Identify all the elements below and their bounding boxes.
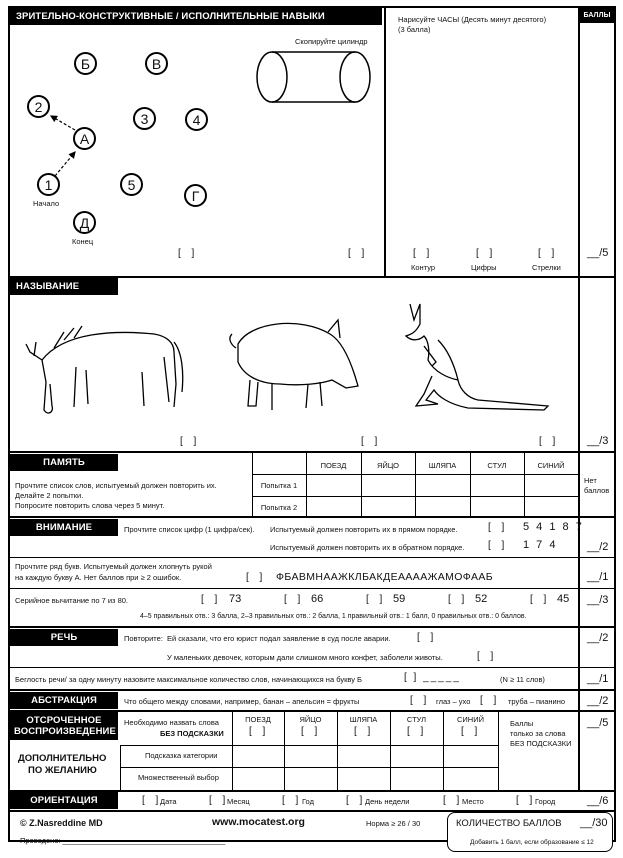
recall-header	[10, 712, 118, 740]
trail-score-box[interactable]: [ ]	[178, 248, 199, 259]
orientation-points: __/6	[587, 795, 609, 807]
serial-points: __/3	[587, 594, 609, 606]
letters-sequence: ФБАВМНААЖКЛБАКДЕААААЖАМОФААБ	[276, 571, 494, 583]
trail-start-label: Начало	[33, 199, 60, 208]
trail-node-d: Д	[73, 211, 96, 234]
recall-word-1: ПОЕЗД	[245, 715, 271, 724]
optional-label-2: ПО ЖЕЛАНИЮ	[28, 765, 97, 776]
cylinder-drawing	[252, 48, 377, 106]
trail-node-4: 4	[185, 108, 208, 131]
cylinder-label: Скопируйте цилиндр	[295, 37, 368, 46]
clock-instruction: Нарисуйте ЧАСЫ (Десять минут десятого)	[398, 15, 547, 24]
memory-no-points-2: баллов	[584, 486, 610, 495]
visuo-points: __/5	[587, 247, 609, 259]
letters-instruction-1: Прочтите ряд букв. Испытуемый должен хлопнуть рукой	[15, 562, 212, 571]
forward-box[interactable]: [ ]	[488, 522, 509, 533]
recall-note-3: БЕЗ ПОДСКАЗКИ	[510, 739, 572, 748]
memory-word-4: СТУЛ	[487, 461, 507, 470]
trail-node-1: 1	[37, 173, 60, 196]
divider	[252, 496, 578, 497]
serial-value-2: 66	[311, 593, 324, 605]
copyright: © Z.Nasreddine MD	[20, 818, 103, 828]
clock-contour-label: Контур	[411, 263, 436, 272]
fluency-points: __/1	[587, 673, 609, 685]
naming-kangaroo-box[interactable]: [ ]	[539, 436, 560, 447]
trail-node-g: Г	[184, 184, 207, 207]
memory-word-3: ШЛЯПА	[428, 461, 457, 470]
total-score-label: КОЛИЧЕСТВО БАЛЛОВ	[456, 818, 562, 829]
serial-value-4: 52	[475, 593, 488, 605]
serial-instruction: Серийное вычитание по 7 из 80.	[15, 596, 128, 605]
serial-box-2[interactable]: [ ]	[284, 594, 305, 605]
recall-word-3: ШЛЯПА	[349, 715, 378, 724]
fluency-instruction: Беглость речи/ за одну минуту назовите максимальное количество слов, начинающихся на букву Б	[15, 675, 362, 684]
kangaroo-drawing	[398, 300, 558, 415]
abstraction-instruction: Что общего между словами, например, банан – апельсин = фрукты	[124, 697, 360, 706]
donkey-drawing	[24, 312, 184, 422]
trail-end-label: Конец	[72, 237, 94, 246]
multiple-choice-label: Множественный выбор	[138, 773, 219, 782]
clock-numbers-box[interactable]: [ ]	[476, 248, 497, 259]
orientation-date: Дата	[160, 797, 177, 806]
total-score-points: __/30	[580, 817, 608, 829]
recall-word-2: ЯЙЦО	[299, 715, 322, 724]
memory-word-5: СИНИЙ	[537, 461, 565, 470]
divider	[8, 689, 616, 691]
orientation-place: Место	[462, 797, 484, 806]
memory-trial-2: Попытка 2	[260, 503, 298, 512]
naming-points: __/3	[587, 435, 609, 447]
serial-box-3[interactable]: [ ]	[366, 594, 387, 605]
orientation-box-date[interactable]: [ ]	[142, 795, 163, 806]
recall-note-2: только за слова	[510, 729, 566, 738]
abstraction-points: __/2	[587, 695, 609, 707]
education-note: Добавить 1 балл, если образование ≤ 12	[470, 839, 594, 846]
recall-points: __/5	[587, 717, 609, 729]
repeat-sentence-2: У маленьких девочек, которым дали слишком много конфет, заболели животы.	[167, 653, 443, 662]
naming-header: НАЗЫВАНИЕ	[10, 278, 118, 295]
letters-box[interactable]: [ ]	[246, 572, 267, 583]
memory-instruction-1: Прочтите список слов, испытуемый должен повторить их.	[15, 481, 217, 490]
recall-word-4: СТУЛ	[406, 715, 427, 724]
divider	[8, 557, 616, 558]
recall-header-line-1: ОТСРОЧЕННОЕ	[26, 715, 102, 726]
clock-contour-box[interactable]: [ ]	[413, 248, 434, 259]
repeat-sentence-1: Ей сказали, что его юрист подал заявление в суд после аварии.	[167, 634, 391, 643]
divider	[8, 516, 616, 518]
memory-word-2: ЯЙЦО	[376, 461, 400, 470]
recall-box-5[interactable]: [ ]	[461, 726, 482, 737]
orientation-box-month[interactable]: [ ]	[209, 795, 230, 806]
speech-header: РЕЧЬ	[10, 629, 118, 646]
orientation-month: Месяц	[227, 797, 250, 806]
recall-box-1[interactable]: [ ]	[249, 726, 270, 737]
serial-box-1[interactable]: [ ]	[201, 594, 222, 605]
backward-box[interactable]: [ ]	[488, 540, 509, 551]
optional-label-1: ДОПОЛНИТЕЛЬНО	[18, 753, 107, 764]
serial-box-4[interactable]: [ ]	[448, 594, 469, 605]
divider	[8, 626, 616, 628]
scores-header: БАЛЛЫ	[580, 8, 614, 23]
trail-node-a: А	[73, 127, 96, 150]
forward-instruction: Испытуемый должен повторить их в прямом порядке.	[270, 525, 458, 534]
recall-header-line-2: ВОСПРОИЗВЕДЕНИЕ	[14, 726, 116, 737]
serial-value-1: 73	[229, 593, 242, 605]
clock-points-note: (3 балла)	[398, 25, 431, 34]
digits-instruction: Прочтите список цифр (1 цифра/сек).	[124, 525, 255, 534]
orientation-weekday: День недели	[365, 797, 410, 806]
recall-instruction-2: БЕЗ ПОДСКАЗКИ	[160, 729, 224, 738]
fluency-box[interactable]: [ ] _____	[404, 672, 461, 683]
conducted-by[interactable]: Проведено: _______________________________________	[20, 836, 226, 845]
clock-hands-box[interactable]: [ ]	[538, 248, 559, 259]
category-cue-label: Подсказка категории	[145, 751, 218, 760]
clock-hands-label: Стрелки	[532, 263, 561, 272]
abstraction-box-1[interactable]: [ ]	[410, 695, 431, 706]
fluency-norm: (N ≥ 11 слов)	[500, 675, 545, 684]
recall-instruction-1: Необходимо назвать слова	[124, 718, 219, 727]
letters-points: __/1	[587, 571, 609, 583]
trail-node-b: Б	[74, 52, 97, 75]
clock-numbers-label: Цифры	[471, 263, 497, 272]
memory-no-points-1: Нет	[584, 476, 597, 485]
memory-header: ПАМЯТЬ	[10, 454, 118, 471]
backward-instruction: Испытуемый должен повторить их в обратном порядке.	[270, 543, 465, 552]
recall-note-1: Баллы	[510, 719, 534, 728]
memory-instruction-2: Делайте 2 попытки.	[15, 491, 84, 500]
sentence-1-box[interactable]: [ ]	[417, 632, 438, 643]
divider	[120, 745, 498, 746]
orientation-city: Город	[535, 797, 556, 806]
memory-word-1: ПОЕЗД	[320, 461, 347, 470]
letters-instruction-2: на каждую букву А. Нет баллов при ≥ 2 ошибок.	[15, 573, 182, 582]
orientation-box-place[interactable]: [ ]	[443, 795, 464, 806]
divider	[120, 767, 498, 768]
recall-box-2[interactable]: [ ]	[301, 726, 322, 737]
trail-node-5: 5	[120, 173, 143, 196]
orientation-box-weekday[interactable]: [ ]	[346, 795, 367, 806]
attention-header: ВНИМАНИЕ	[10, 519, 118, 536]
orientation-header: ОРИЕНТАЦИЯ	[10, 792, 118, 809]
serial-scoring-rule: 4–5 правильных отв.: 3 балла, 2–3 правильных отв.: 2 балла, 1 правильный отв.: 1 балл, 0 правильных отв.: 0 баллов.	[140, 613, 527, 620]
abstraction-box-2[interactable]: [ ]	[480, 695, 501, 706]
divider	[498, 710, 499, 790]
divider	[8, 588, 616, 589]
sentence-2-box[interactable]: [ ]	[477, 651, 498, 662]
repeat-points: __/2	[587, 632, 609, 644]
serial-box-5[interactable]: [ ]	[530, 594, 551, 605]
naming-donkey-box[interactable]: [ ]	[180, 436, 201, 447]
recall-box-4[interactable]: [ ]	[407, 726, 428, 737]
memory-trial-1: Попытка 1	[260, 481, 298, 490]
website-link[interactable]: www.mocatest.org	[212, 816, 305, 828]
trail-node-3: 3	[133, 107, 156, 130]
orientation-year: Год	[302, 797, 314, 806]
orientation-box-city[interactable]: [ ]	[516, 795, 537, 806]
digits-points: __/2	[587, 541, 609, 553]
backward-digits: 1 7 4	[523, 539, 558, 551]
trail-node-v: В	[145, 52, 168, 75]
divider	[252, 474, 578, 475]
serial-value-5: 45	[557, 593, 570, 605]
norm-text: Норма ≥ 26 / 30	[366, 819, 421, 828]
cylinder-score-box[interactable]: [ ]	[348, 248, 369, 259]
orientation-box-year[interactable]: [ ]	[282, 795, 303, 806]
divider	[120, 745, 121, 790]
recall-word-5: СИНИЙ	[456, 715, 484, 724]
abstraction-header: АБСТРАКЦИЯ	[10, 692, 118, 709]
abstraction-item-2: труба – пианино	[508, 697, 566, 706]
naming-pig-box[interactable]: [ ]	[361, 436, 382, 447]
abstraction-item-1: глаз – ухо	[436, 697, 471, 706]
forward-digits: 5 4 1 8 7	[523, 521, 584, 533]
trail-node-2: 2	[27, 95, 50, 118]
divider	[8, 667, 616, 668]
repeat-label: Повторите:	[124, 634, 163, 643]
memory-instruction-3: Попросите повторить слова через 5 минут.	[15, 501, 165, 510]
recall-box-3[interactable]: [ ]	[354, 726, 375, 737]
visuo-header: ЗРИТЕЛЬНО-КОНСТРУКТИВНЫЕ / ИСПОЛНИТЕЛЬНЫЕ НАВЫКИ	[10, 8, 382, 25]
serial-value-3: 59	[393, 593, 406, 605]
pig-drawing	[220, 314, 365, 419]
